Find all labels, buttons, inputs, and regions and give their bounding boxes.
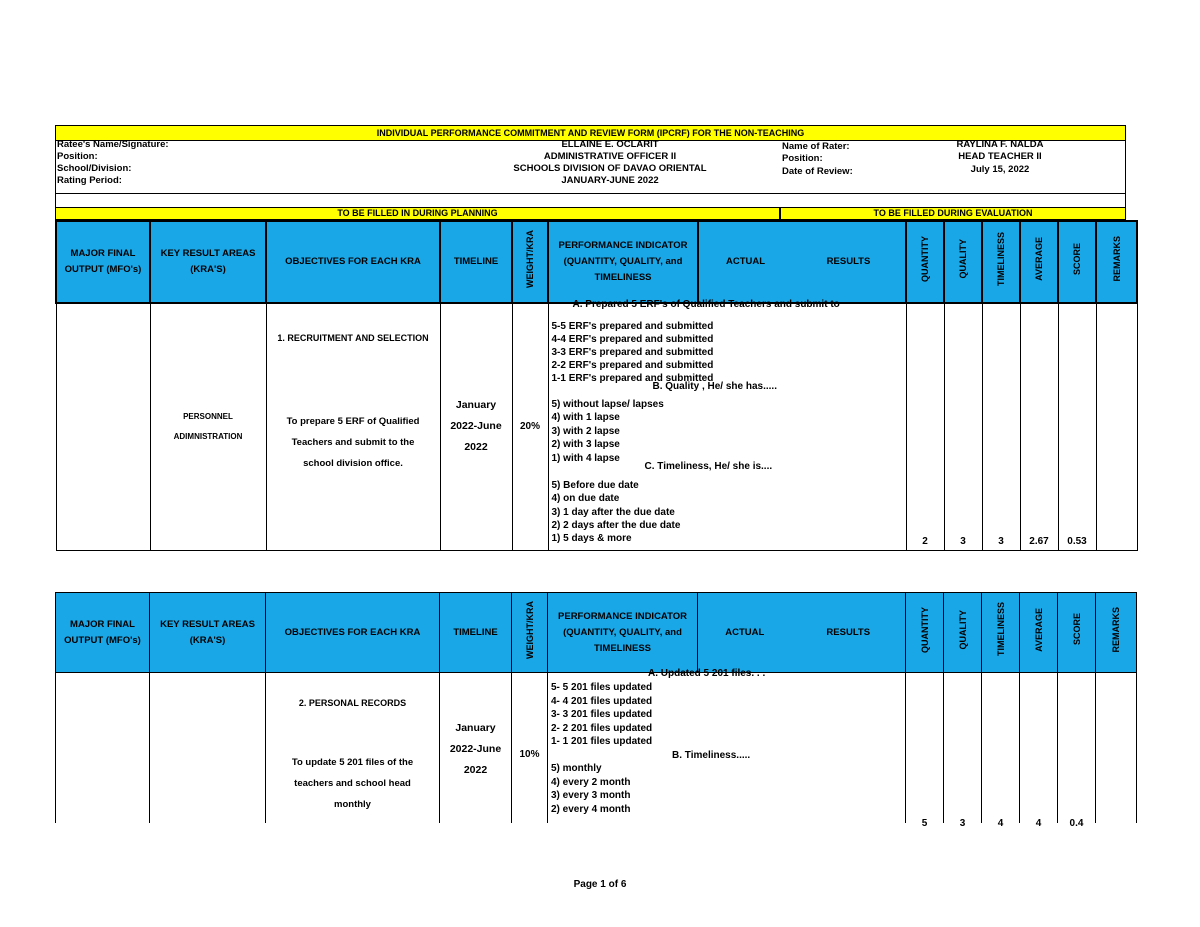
ratee-label: Ratee's Name/Signature: bbox=[57, 139, 169, 150]
info-divider bbox=[55, 193, 1126, 194]
ratee-position: ADMINISTRATIVE OFFICER II bbox=[543, 151, 677, 162]
indicator-line: 1) 5 days & more bbox=[551, 533, 632, 544]
indicator-line: 4-4 ERF's prepared and submitted bbox=[551, 334, 714, 345]
ipcrf-table-2 bbox=[55, 592, 1137, 829]
col-kra: KEY RESULT AREAS (KRA'S) bbox=[150, 593, 266, 673]
col-weight: WEIGHT/KRA bbox=[512, 221, 548, 303]
period-label: Rating Period: bbox=[57, 175, 122, 186]
indicator-line: 4) on due date bbox=[551, 493, 620, 504]
timeliness-value: 3 bbox=[982, 303, 1020, 550]
col-timeline: TIMELINE bbox=[440, 593, 512, 673]
col-quality: QUALITY bbox=[944, 593, 982, 673]
objective-cell bbox=[266, 673, 440, 824]
score-value: 0.4 bbox=[1058, 673, 1096, 824]
timeline-cell: January 2022-June 2022 bbox=[440, 673, 512, 824]
col-quantity: QUANTITY bbox=[906, 221, 944, 303]
col-quality: QUALITY bbox=[944, 221, 982, 303]
rating-period: JANUARY-JUNE 2022 bbox=[561, 175, 659, 186]
average-value: 2.67 bbox=[1020, 303, 1058, 550]
kra-cell: PERSONNEL ADIMNISTRATION bbox=[150, 303, 266, 550]
indicator-line: 5) Before due date bbox=[551, 480, 639, 491]
indicator-line: 3) every 3 month bbox=[551, 790, 631, 801]
col-remarks: REMARKS bbox=[1096, 593, 1137, 673]
objective-text: To update 5 201 files of the teachers and school head monthly bbox=[291, 757, 414, 810]
col-performance-indicator: PERFORMANCE INDICATOR (QUANTITY, QUALITY, and TIMELINESS bbox=[548, 221, 698, 303]
indicator-line: 2) with 3 lapse bbox=[551, 439, 620, 450]
col-score: SCORE bbox=[1058, 593, 1096, 673]
mfo-cell bbox=[56, 303, 150, 550]
table-header-row bbox=[56, 221, 1137, 303]
indicator-line: 4- 4 201 files updated bbox=[551, 696, 653, 707]
indicator-line: 4) with 1 lapse bbox=[551, 412, 620, 423]
objective-title: 2. PERSONAL RECORDS bbox=[298, 698, 407, 708]
rater-position-label: Position: bbox=[782, 153, 823, 164]
quantity-value: 2 bbox=[906, 303, 944, 550]
indicator-line: 2) 2 days after the due date bbox=[551, 520, 681, 531]
col-remarks: REMARKS bbox=[1096, 221, 1137, 303]
indicator-line: 1-1 ERF's prepared and submitted bbox=[551, 373, 714, 384]
quantity-value: 5 bbox=[906, 673, 944, 824]
info-frame-left bbox=[55, 141, 56, 207]
indicator-line: 5-5 ERF's prepared and submitted bbox=[551, 321, 714, 332]
table-row bbox=[56, 303, 1137, 550]
indicator-line: 5) without lapse/ lapses bbox=[551, 399, 664, 410]
rater-label: Name of Rater: bbox=[782, 141, 850, 152]
review-date-label: Date of Review: bbox=[782, 166, 853, 177]
indicator-line: 4) every 2 month bbox=[551, 777, 631, 788]
indicator-line: 2) every 4 month bbox=[551, 804, 631, 815]
objective-cell bbox=[266, 303, 440, 550]
col-quantity: QUANTITY bbox=[906, 593, 944, 673]
indicator-line: 5- 5 201 files updated bbox=[551, 682, 653, 693]
timeline-cell: January 2022-June 2022 bbox=[440, 303, 512, 550]
col-actual: ACTUAL bbox=[698, 593, 792, 673]
indicator-line: 3-3 ERF's prepared and submitted bbox=[551, 347, 714, 358]
indicator-line: 1- 1 201 files updated bbox=[551, 736, 653, 747]
mfo-cell bbox=[56, 673, 150, 824]
indicator-a: A. Updated 5 201 files. . . bbox=[648, 668, 766, 679]
score-value: 0.53 bbox=[1058, 303, 1096, 550]
indicator-line: 5) monthly bbox=[551, 763, 602, 774]
col-actual: ACTUAL bbox=[698, 221, 792, 303]
timeliness-value: 4 bbox=[982, 673, 1020, 824]
ratee-school: SCHOOLS DIVISION OF DAVAO ORIENTAL bbox=[513, 163, 707, 174]
quality-value: 3 bbox=[944, 673, 982, 824]
indicator-line: 3- 3 201 files updated bbox=[551, 709, 653, 720]
form-title: INDIVIDUAL PERFORMANCE COMMITMENT AND REVIEW FORM (IPCRF) FOR THE NON-TEACHING bbox=[55, 125, 1126, 141]
indicator-a: A. Prepared 5 ERF's of Qualified Teachers and submit to bbox=[572, 299, 840, 310]
indicator-line: 2- 2 201 files updated bbox=[551, 723, 653, 734]
remarks-value bbox=[1096, 303, 1137, 550]
col-mfo: MAJOR FINAL OUTPUT (MFO's) bbox=[56, 593, 150, 673]
indicator-b: B. Timeliness..... bbox=[672, 750, 751, 761]
planning-band: TO BE FILLED IN DURING PLANNING bbox=[55, 207, 780, 220]
remarks-value bbox=[1096, 673, 1137, 824]
col-timeliness: TIMELINESS bbox=[982, 593, 1020, 673]
indicator-b: B. Quality , He/ she has..... bbox=[652, 381, 777, 392]
quality-value: 3 bbox=[944, 303, 982, 550]
objective-text: To prepare 5 ERF of Qualified Teachers and submit to the school division office. bbox=[286, 416, 420, 469]
col-timeliness: TIMELINESS bbox=[982, 221, 1020, 303]
weight-cell: 10% bbox=[512, 673, 548, 824]
indicator-line: 3) 1 day after the due date bbox=[551, 507, 675, 518]
indicator-line: 3) with 2 lapse bbox=[551, 426, 620, 437]
average-value: 4 bbox=[1020, 673, 1058, 824]
position-label: Position: bbox=[57, 151, 98, 162]
indicator-line: 2-2 ERF's prepared and submitted bbox=[551, 360, 714, 371]
review-date: July 15, 2022 bbox=[970, 164, 1030, 175]
kra-cell bbox=[150, 673, 266, 824]
school-label: School/Division: bbox=[57, 163, 132, 174]
table-row bbox=[56, 673, 1137, 824]
indicator-line: 1) with 4 lapse bbox=[551, 453, 620, 464]
rater-name: RAYLINA F. NALDA bbox=[956, 139, 1044, 150]
col-average: AVERAGE bbox=[1020, 593, 1058, 673]
rater-position: HEAD TEACHER II bbox=[958, 151, 1042, 162]
ipcrf-table-1 bbox=[55, 220, 1138, 551]
col-mfo: MAJOR FINAL OUTPUT (MFO's) bbox=[56, 221, 150, 303]
table-header-row bbox=[56, 593, 1137, 673]
objective-title: 1. RECRUITMENT AND SELECTION bbox=[277, 333, 429, 343]
indicator-cell bbox=[548, 668, 906, 824]
evaluation-band: TO BE FILLED DURING EVALUATION bbox=[780, 207, 1126, 220]
indicator-cell bbox=[548, 299, 906, 550]
indicator-c: C. Timeliness, He/ she is.... bbox=[644, 461, 773, 472]
col-results: RESULTS bbox=[792, 593, 906, 673]
info-frame-right bbox=[1125, 141, 1126, 207]
col-objectives: OBJECTIVES FOR EACH KRA bbox=[266, 221, 440, 303]
col-performance-indicator: PERFORMANCE INDICATOR (QUANTITY, QUALITY, and TIMELINESS bbox=[548, 593, 698, 673]
col-kra: KEY RESULT AREAS (KRA'S) bbox=[150, 221, 266, 303]
col-timeline: TIMELINE bbox=[440, 221, 512, 303]
ratee-name: ELLAINE E. OCLARIT bbox=[561, 139, 659, 150]
col-average: AVERAGE bbox=[1020, 221, 1058, 303]
col-results: RESULTS bbox=[792, 221, 906, 303]
page-number: Page 1 of 6 bbox=[573, 879, 627, 890]
col-objectives: OBJECTIVES FOR EACH KRA bbox=[266, 593, 440, 673]
col-score: SCORE bbox=[1058, 221, 1096, 303]
weight-cell: 20% bbox=[512, 303, 548, 550]
col-weight: WEIGHT/KRA bbox=[512, 593, 548, 673]
